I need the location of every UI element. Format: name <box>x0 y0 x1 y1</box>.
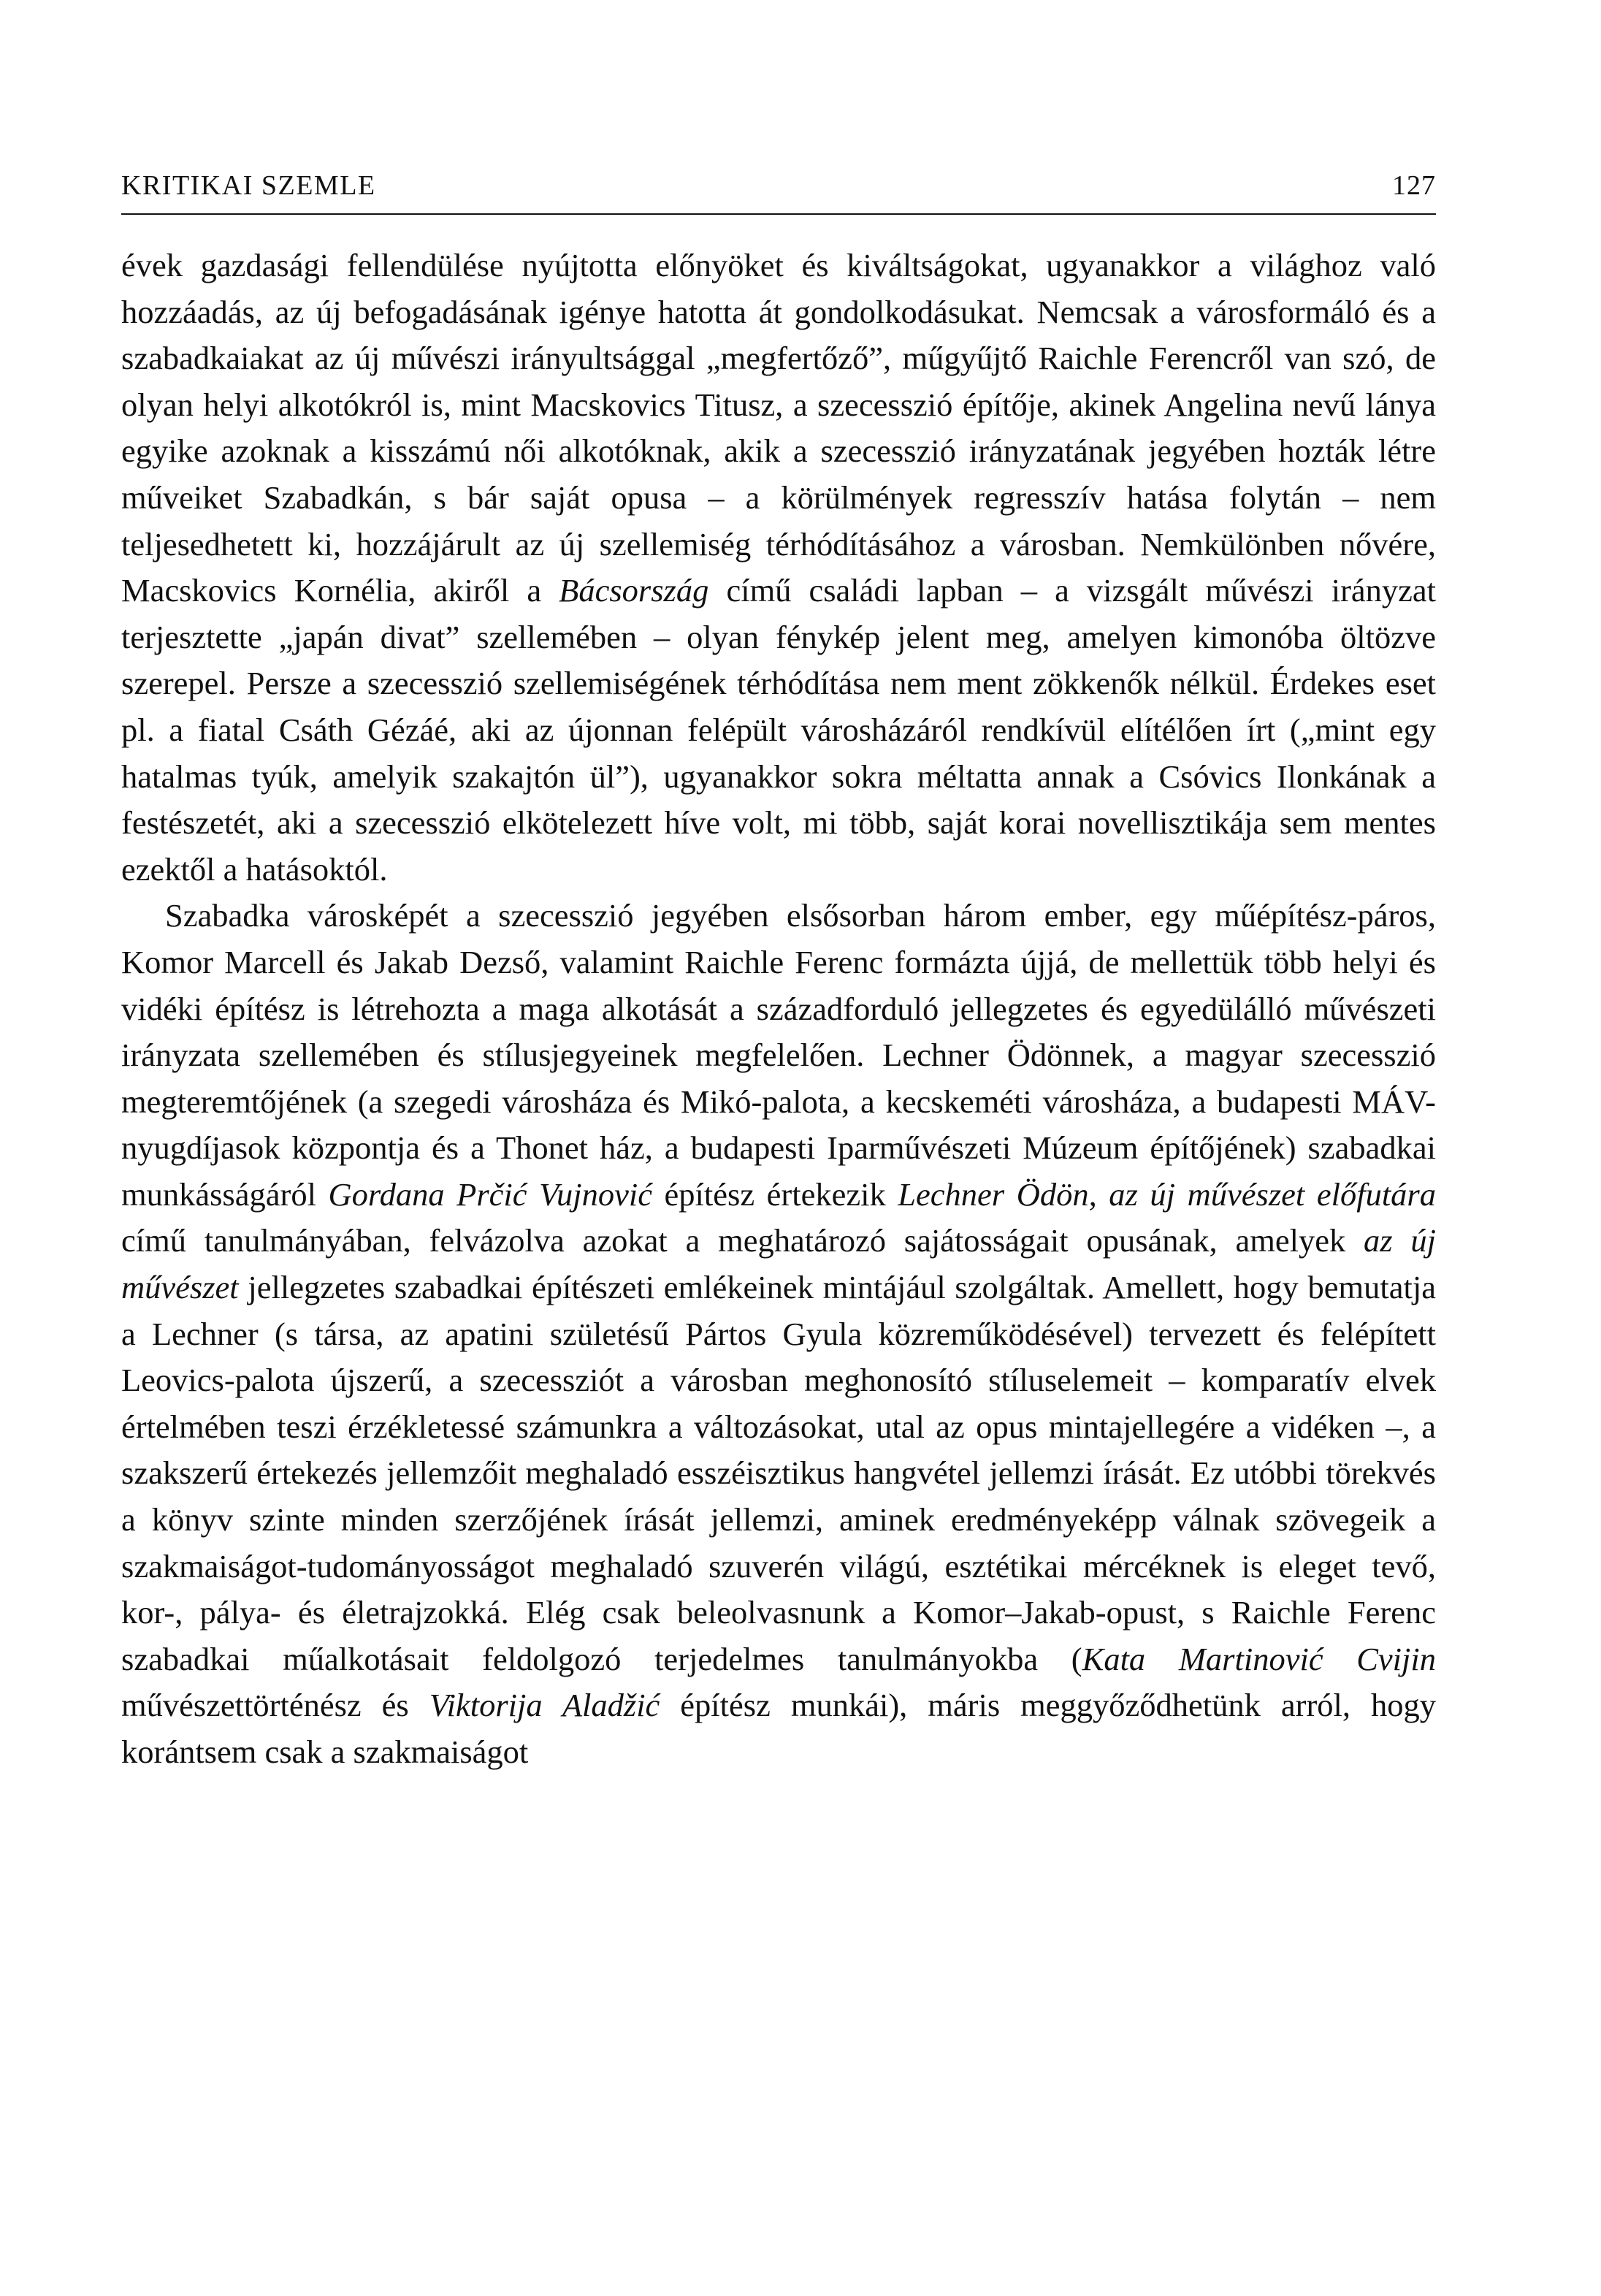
paragraph-1 <box>121 243 1436 893</box>
paragraph-2-italic-study-title: Lechner Ödön, az új művészet előfutára <box>898 1175 1436 1213</box>
running-header <box>121 169 1436 215</box>
running-title: KRITIKAI SZEMLE <box>121 170 376 201</box>
paragraph-2-text-e: művészettörténész és <box>121 1687 429 1724</box>
paragraph-2-italic-term: az új művészet <box>121 1222 1436 1306</box>
body-text <box>121 243 1436 1776</box>
paragraph-2-text-d: jellegzetes szabadkai építészeti emlékeinek mintájául szolgáltak. Amellett, hogy bemutatja a Lechner (s társa, az apatini születésű Pártos Gyula közreműködésével) tervezett és felépített Leovics-palota újszerű, a szecessziót a városban meghonosító stíluselemeit – komparatív elvek értelmében teszi érzékletessé számunkra a változásokat, utal az opus mintajellegére a vidéken –, a szakszerű értekezés jellemzőit meghaladó esszéisztikus hangvétel jellemzi írását. Ez utóbbi törekvés a könyv szinte minden szerzőjének írását jellemzi, aminek eredményeképp válnak szövegeik a szakmaiságot-tudományosságot meghaladó szuverén világú, esztétikai mércéknek is eleget tevő, kor-, pálya- és életrajzokká. Elég csak beleolvasnunk a Komor–Jakab-opust, s Raichle Ferenc szabadkai műalkotásait feldolgozó terjedelmes tanulmányokba ( <box>121 1269 1436 1677</box>
page-number: 127 <box>1392 170 1436 201</box>
paragraph-2 <box>121 893 1436 1775</box>
paragraph-2-text-b: építész értekezik <box>652 1175 898 1213</box>
paragraph-2-italic-author-1: Gordana Prčić Vujnović <box>328 1175 652 1213</box>
paragraph-2-italic-author-2: Kata Martinović Cvijin <box>1082 1640 1436 1677</box>
paragraph-1-text-b: című családi lapban – a vizsgált művészi irányzat terjesztette „japán divat” szellemében – olyan fénykép jelent meg, amelyen kimonóba öltözve szerepel. Persze a szecesszió szellemiségének térhódítása nem ment zökkenők nélkül. Érdekes eset pl. a fiatal Csáth Gézáé, aki az újonnan felépült városházáról rendkívül elítélően írt („mint egy hatalmas tyúk, amelyik szakajtón ül”), ugyanakkor sokra méltatta annak a Csóvics Ilonkának a festészetét, aki a szecesszió elkötelezett híve volt, mi több, saját korai novellisztikája sem mentes ezektől a hatásoktól. <box>121 572 1437 888</box>
paragraph-1-italic-bacsorszag: Bácsország <box>559 572 709 609</box>
paragraph-2-text-f: építész munkái), máris meggyőződhetünk arról, hogy korántsem csak a szakmaiságot <box>121 1687 1436 1770</box>
paragraph-1-text-a: évek gazdasági fellendülése nyújtotta előnyöket és kiváltságokat, ugyanakkor a világhoz való hozzáadás, az új befogadásának igénye hatotta át gondolkodásukat. Nemcsak a városformáló és a szabadkaiakat az új művészi irányultsággal „megfertőző”, műgyűjtő Raichle Ferencről van szó, de olyan helyi alkotókról is, mint Macskovics Titusz, a szecesszió építője, akinek Angelina nevű lánya egyike azoknak a kisszámú női alkotóknak, akik a szecesszió irányzatának jegyében hozták létre műveiket Szabadkán, s bár saját opusa – a körülmények regresszív hatása folytán – nem teljesedhetett ki, hozzájárult az új szellemiség térhódításához a városban. Nemkülönben nővére, Macskovics Kornélia, akiről a <box>121 247 1436 609</box>
paragraph-2-text-a: Szabadka városképét a szecesszió jegyében elsősorban három ember, egy műépítész-páros, Komor Marcell és Jakab Dezső, valamint Raichle Ferenc formázta újjá, de mellettük több helyi és vidéki építész is létrehozta a maga alkotását a századforduló jellegzetes és egyedülálló művészeti irányzata szellemében és stílusjegyeinek megfelelően. Lechner Ödönnek, a magyar szecesszió megteremtőjének (a szegedi városháza és Mikó-palota, a kecskeméti városháza, a budapesti MÁV-nyugdíjasok központja és a Thonet ház, a budapesti Iparművészeti Múzeum építőjének) szabadkai munkásságáról <box>121 897 1436 1213</box>
page <box>121 169 1436 1776</box>
paragraph-2-italic-author-3: Viktorija Aladžić <box>429 1687 660 1724</box>
paragraph-2-text-c: című tanulmányában, felvázolva azokat a meghatározó sajátosságait opusának, amelyek <box>121 1222 1364 1259</box>
